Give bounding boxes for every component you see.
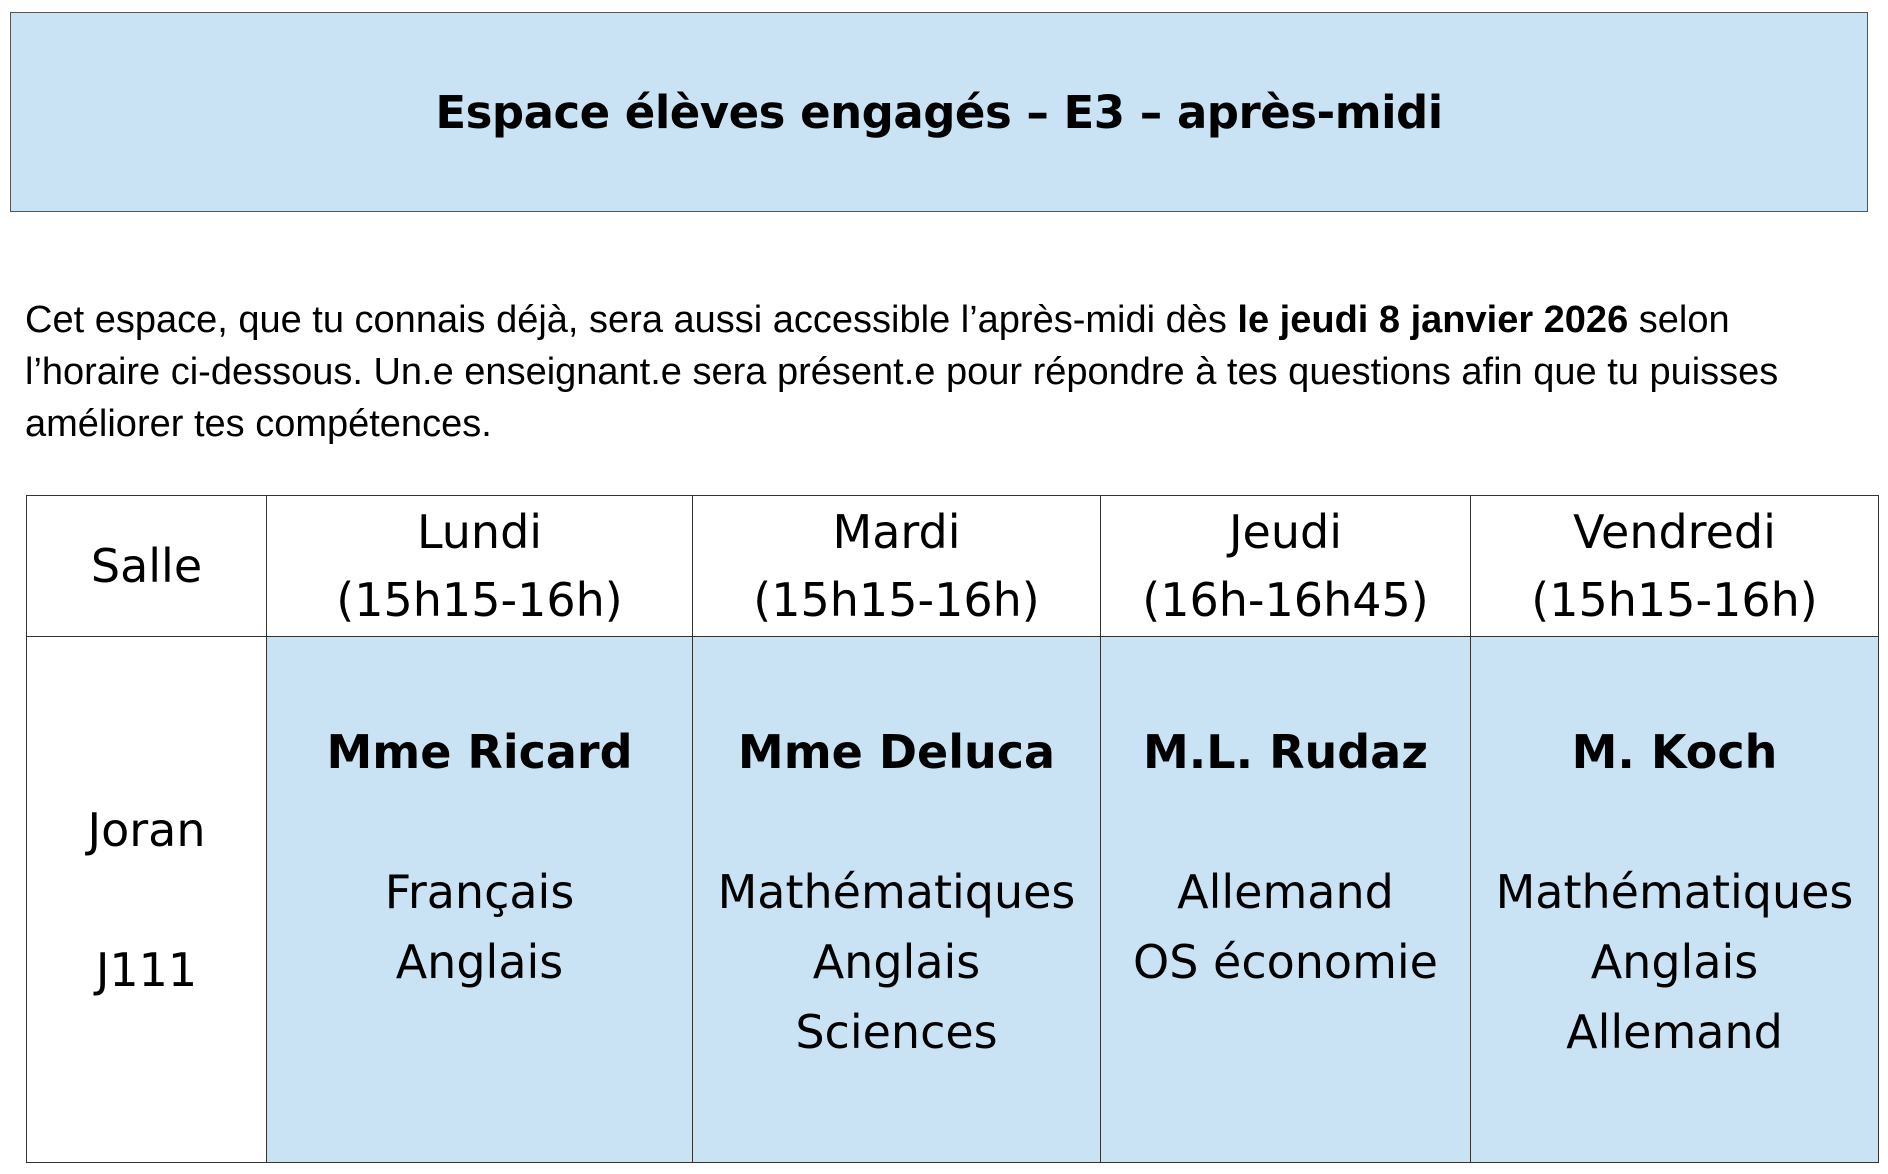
subject: Mathématiques <box>1495 865 1854 919</box>
subject: Français <box>384 865 575 919</box>
table-row <box>27 637 1879 1163</box>
day-name: Mardi <box>832 505 961 559</box>
subject-list <box>385 857 575 997</box>
table-header-row <box>27 496 1879 637</box>
day-header-monday <box>267 496 693 637</box>
schedule-table <box>26 495 1879 1163</box>
title-banner <box>10 12 1868 212</box>
day-header-thursday <box>1101 496 1471 637</box>
day-hours: (15h15-16h) <box>1531 573 1818 627</box>
room-cell <box>27 637 267 1163</box>
subject: Mathématiques <box>717 865 1076 919</box>
teacher-name: Mme Ricard <box>326 725 633 779</box>
teacher-name: M. Koch <box>1571 725 1778 779</box>
subject: OS économie <box>1133 935 1438 989</box>
day-header-friday <box>1471 496 1879 637</box>
page-title: Espace élèves engagés – E3 – après-midi <box>435 85 1443 139</box>
day-name: Jeudi <box>1228 505 1342 559</box>
subject: Allemand <box>1177 865 1394 919</box>
day-header-tuesday <box>693 496 1101 637</box>
intro-paragraph <box>25 294 1865 450</box>
slot-cell-tuesday <box>693 637 1101 1163</box>
slot-cell-thursday <box>1101 637 1471 1163</box>
subject: Sciences <box>795 1005 998 1059</box>
slot-cell-friday <box>1471 637 1879 1163</box>
day-hours: (15h15-16h) <box>336 573 623 627</box>
subject-list <box>718 857 1076 1067</box>
subject: Anglais <box>395 935 564 989</box>
salle-header: Salle <box>27 496 267 637</box>
subject: Allemand <box>1566 1005 1783 1059</box>
day-name: Vendredi <box>1573 505 1776 559</box>
room-code: J111 <box>95 942 198 997</box>
subject: Anglais <box>1590 935 1759 989</box>
day-hours: (15h15-16h) <box>753 573 1040 627</box>
intro-date: le jeudi 8 janvier 2026 <box>1237 299 1629 341</box>
day-hours: (16h-16h45) <box>1142 573 1429 627</box>
intro-text-part1: Cet espace, que tu connais déjà, sera aussi accessible l’après-midi dès <box>25 299 1238 341</box>
day-name: Lundi <box>416 505 543 559</box>
slot-cell-monday <box>267 637 693 1163</box>
subject-list <box>1133 857 1438 997</box>
subject: Anglais <box>812 935 981 989</box>
room-name: Joran <box>87 802 206 857</box>
teacher-name: M.L. Rudaz <box>1143 725 1428 779</box>
subject-list <box>1496 857 1854 1067</box>
intro-text-part2: selon l’horaire ci-dessous. Un.e enseignant.e sera présent.e pour répondre à tes questions afin que tu puisses améliorer tes compétences. <box>25 299 1779 445</box>
teacher-name: Mme Deluca <box>737 725 1056 779</box>
